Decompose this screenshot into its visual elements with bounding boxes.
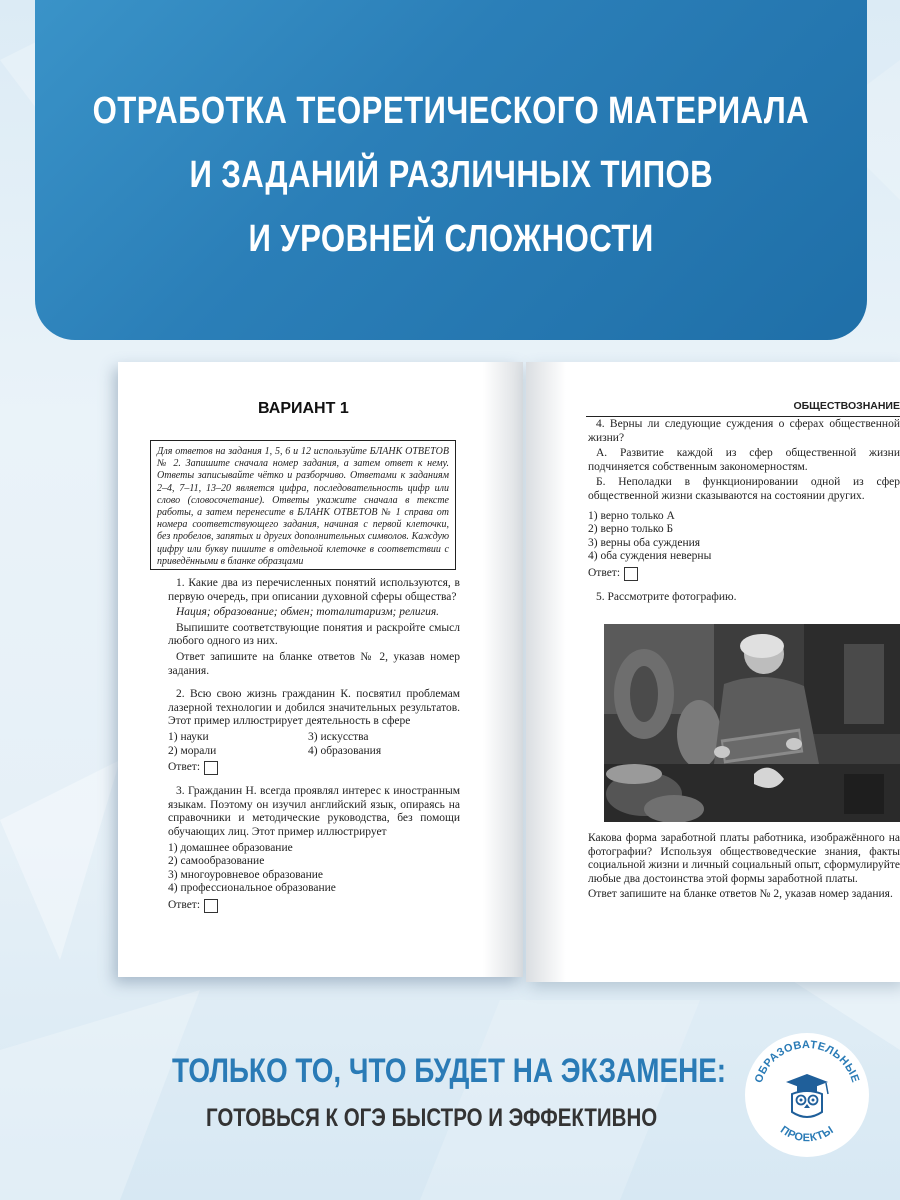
q3-answer [168,899,460,913]
banner-line: И УРОВНЕЙ СЛОЖНОСТИ [248,218,654,260]
option: 3) искусства [308,730,369,743]
open-book [118,362,900,982]
option: 1) науки [168,730,209,743]
publisher-logo [742,1030,872,1160]
q3-text: 3. Гражданин Н. всегда проявлял интерес к иностранным языкам. Поэтому он изучил английский язык, опираясь на справочники и методические руководства, без помощи обучающих лиц. Этот пример иллюстрирует [168,785,460,838]
q5-text: 5. Рассмотрите фотографию. [596,590,737,603]
q4-statement-a: А. Развитие каждой из сфер общественной жизни подчиняется собственным закономерностям. [588,447,900,473]
option: 2) самообразование [168,855,265,868]
bottom-title: ТОЛЬКО ТО, ЧТО БУДЕТ НА ЭКЗАМЕНЕ: [172,1052,727,1090]
svg-text:ПРОЕКТЫ: ПРОЕКТЫ [778,1123,836,1145]
option: 2) морали [168,744,217,757]
option: 1) домашнее образование [168,841,293,854]
subject-header: ОБЩЕСТВОЗНАНИЕ [586,400,900,417]
option: 4) профессиональное образование [168,882,336,895]
banner-line: И ЗАДАНИЙ РАЗЛИЧНЫХ ТИПОВ [189,154,713,196]
craftsman-photo [604,624,900,822]
owl-graduate-icon [786,1074,828,1117]
option: 2) верно только Б [588,523,674,536]
answer-label: Ответ: [168,761,201,774]
right-questions [588,418,900,607]
q5-block [588,832,900,904]
q5-note: Ответ запишите на бланке ответов № 2, указав номер задания. [588,888,893,901]
left-page [118,362,523,977]
answer-box [624,567,638,581]
option: 4) образования [308,744,382,757]
q1-terms: Нация; образование; обмен; тоталитаризм; религия. [176,606,440,619]
bottom-subtitle: ГОТОВЬСЯ К ОГЭ БЫСТРО И ЭФФЕКТИВНО [206,1104,658,1132]
option: 3) верны оба суждения [588,536,701,549]
instructions-box: Для ответов на задания 1, 5, 6 и 12 используйте БЛАНК ОТВЕТОВ № 2. Запишите сначала номер задания, а затем ответ к нему. Ответы записывайте чётко и разборчиво. Ответами к заданиям 2–4, 7–11, 13–20 является цифра, последовательность цифр или слово (словосочетание). Ответы укажите сначала в тексте работы, а затем перенесите в БЛАНК ОТВЕТОВ № 1 справа от номера соответствующего задания, начиная с первой клеточки, без пробелов, запятых и других дополнительных символов. Каждую цифру или букву пишите в отдельной клеточке в соответствии с приведёнными в бланке образцами [150,440,456,570]
variant-title: ВАРИАНТ 1 [258,400,349,417]
left-questions [168,577,460,923]
q1-task: Выпишите соответствующие понятия и раскройте смысл любого одного из них. [168,621,460,648]
q3-options [168,842,460,896]
option: 4) оба суждения неверны [588,550,712,563]
right-page [526,362,900,982]
option: 1) верно только А [588,509,675,522]
option: 3) многоуровневое образование [168,868,324,881]
answer-label: Ответ: [168,899,201,912]
q1-note: Ответ запишите на бланке ответов № 2, указав номер задания. [168,650,460,677]
q4-statement-b: Б. Неполадки в функционировании одной из сфер общественной жизни сказываются на состоянии других. [588,476,900,502]
q4-answer [588,567,900,581]
q4-text: 4. Верны ли следующие суждения о сферах общественной жизни? [588,418,900,444]
q5-question: Какова форма заработной платы работника, изображённого на фотографии? Используя обществоведческие знания, факты социальной жизни и личный социальный опыт, сформулируйте любые два достоинства этой формы заработной платы. [588,832,900,885]
q2-answer [168,761,460,775]
q2-text: 2. Всю свою жизнь гражданин К. посвятил проблемам лазерной технологии и добился значительных результатов. Этот пример иллюстрирует деятельность в сфере [168,688,460,728]
answer-box [204,899,218,913]
answer-label: Ответ: [588,567,621,580]
answer-box [204,761,218,775]
q1-text: 1. Какие два из перечисленных понятий используются, в первую очередь, при описании духовной сферы общества? [168,577,460,603]
q2-options [168,731,460,758]
svg-text:ОБРАЗОВАТЕЛЬНЫЕ: ОБРАЗОВАТЕЛЬНЫЕ [752,1038,862,1085]
header-banner [35,0,867,340]
banner-line: ОТРАБОТКА ТЕОРЕТИЧЕСКОГО МАТЕРИАЛА [92,90,810,132]
